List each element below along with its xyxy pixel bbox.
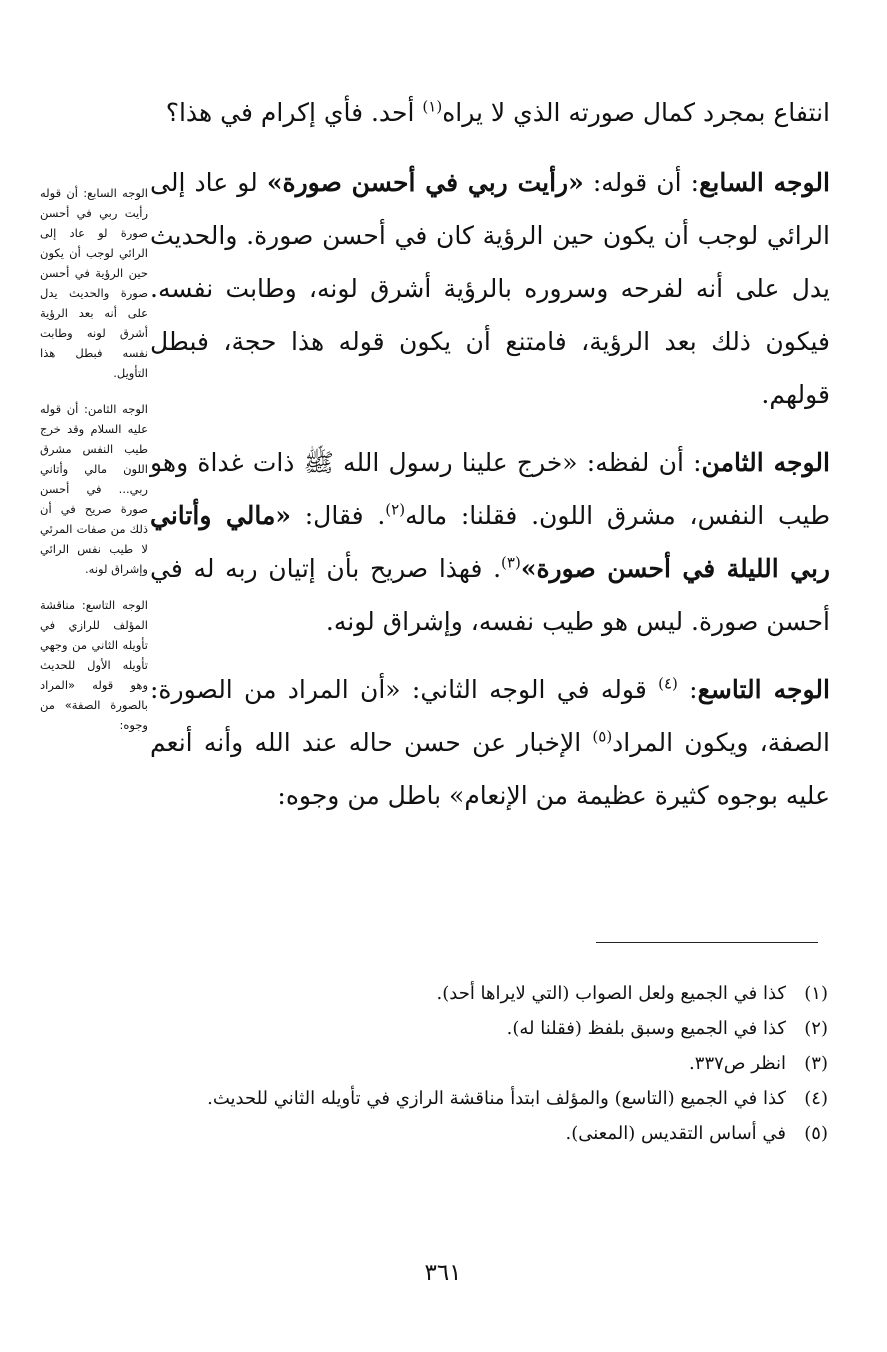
ninth-text-1: : — [677, 675, 698, 704]
footnote-text: انظر ص٣٣٧. — [689, 1053, 786, 1074]
footnote-item — [140, 1046, 828, 1081]
footnote-text: في أساس التقديس (المعنى). — [565, 1123, 786, 1144]
footnote-ref-2[interactable]: (٢) — [385, 500, 406, 519]
paragraph-seventh — [150, 156, 830, 421]
footnote-item — [140, 1081, 828, 1116]
intro-text: انتفاع بمجرد كمال صورته الذي لا يراه — [442, 98, 830, 127]
margin-note-ninth: الوجه التاسع: مناقشة المؤلف للرازي في تأويله الثاني من وجهي تأويله الأول للحديث وهو قوله «المراد بالصورة الصفة» من وجوه: — [40, 598, 148, 732]
margin-note-seventh: الوجه السابع: أن قوله رأيت ربي في أحسن صورة لو عاد إلى الرائي لوجب أن يكون حين الرؤية في أحسن صورة والحديث يدل على أنه بعد الرؤية أشرق لونه وطابت نفسه فبطل هذا التأويل. — [40, 186, 148, 380]
seventh-hadith-quote: «رأيت ربي في أحسن صورة» — [266, 168, 584, 197]
seventh-text-1: : أن قوله: — [583, 168, 700, 197]
footnotes — [140, 976, 828, 1151]
intro-paragraph — [150, 86, 830, 139]
footnote-ref-1[interactable]: (١) — [422, 97, 443, 116]
footnote-ref-3[interactable]: (٣) — [501, 553, 521, 572]
paragraph-eighth — [150, 436, 830, 648]
heading-eighth: الوجه الثامن — [701, 448, 830, 477]
seventh-text-2: لو عاد إلى الرائي لوجب أن يكون حين الرؤية كان في أحسن صورة. والحديث يدل على أنه لفرحه وسروره بالرؤية أشرق لونه، وطابت نفسه. فيكون ذلك بعد الرؤية، فامتنع أن يكون قوله هذا حجة، فبطل قولهم. — [150, 168, 830, 409]
eighth-text-2: . فقال: — [291, 501, 386, 530]
eighth-text-3: . فهذا صريح بأن إتيان ربه له في أحسن صورة. ليس هو طيب نفسه، وإشراق لونه. — [150, 554, 830, 636]
paragraph-ninth — [150, 663, 830, 822]
footnote-number: (٤) — [804, 1088, 828, 1109]
footnote-text: كذا في الجميع (التاسع) والمؤلف ابتدأ مناقشة الرازي في تأويله الثاني للحديث. — [207, 1088, 786, 1109]
footnote-item — [140, 1116, 828, 1151]
eighth-hadith-quote: «مالي وأتاني ربي الليلة في أحسن صورة» — [150, 501, 830, 583]
footnote-number: (١) — [804, 983, 828, 1004]
main-text — [150, 86, 830, 822]
heading-ninth: الوجه التاسع — [697, 675, 830, 704]
footnote-item — [140, 1011, 828, 1046]
footnote-text: كذا في الجميع وسبق بلفظ (فقلنا له). — [506, 1018, 786, 1039]
footnote-number: (٢) — [804, 1018, 828, 1039]
page-number: ٣٦١ — [424, 1260, 462, 1286]
eighth-text-1: : أن لفظه: «خرج علينا رسول الله ﷺ ذات غداة وهو طيب النفس، مشرق اللون. فقلنا: ماله — [150, 448, 830, 530]
footnote-separator — [596, 942, 818, 943]
ninth-text-3: الإخبار عن حسن حاله عند الله وأنه أنعم عليه بوجوه كثيرة عظيمة من الإنعام» باطل من وجوه: — [150, 728, 830, 810]
heading-seventh: الوجه السابع — [699, 168, 830, 197]
intro-text-cont: أحد. فأي إكرام في هذا؟ — [165, 98, 423, 127]
footnote-ref-5[interactable]: (٥) — [592, 727, 613, 746]
margin-notes — [40, 183, 148, 751]
footnote-ref-4[interactable]: (٤) — [658, 674, 678, 693]
footnote-number: (٣) — [804, 1053, 828, 1074]
footnote-text: كذا في الجميع ولعل الصواب (التي لايراها أحد). — [436, 983, 786, 1004]
footnote-number: (٥) — [804, 1123, 828, 1144]
footnote-item — [140, 976, 828, 1011]
ninth-text-2: قوله في الوجه الثاني: «أن المراد من الصورة: الصفة، ويكون المراد — [150, 675, 830, 757]
margin-note-eighth: الوجه الثامن: أن قوله عليه السلام وقد خرج طيب النفس مشرق اللون مالي وأتاني ربي... في أحسن صورة صريح في أن ذلك من صفات المرئي لا طيب نفس الرائي وإشراق لونه. — [40, 402, 148, 576]
